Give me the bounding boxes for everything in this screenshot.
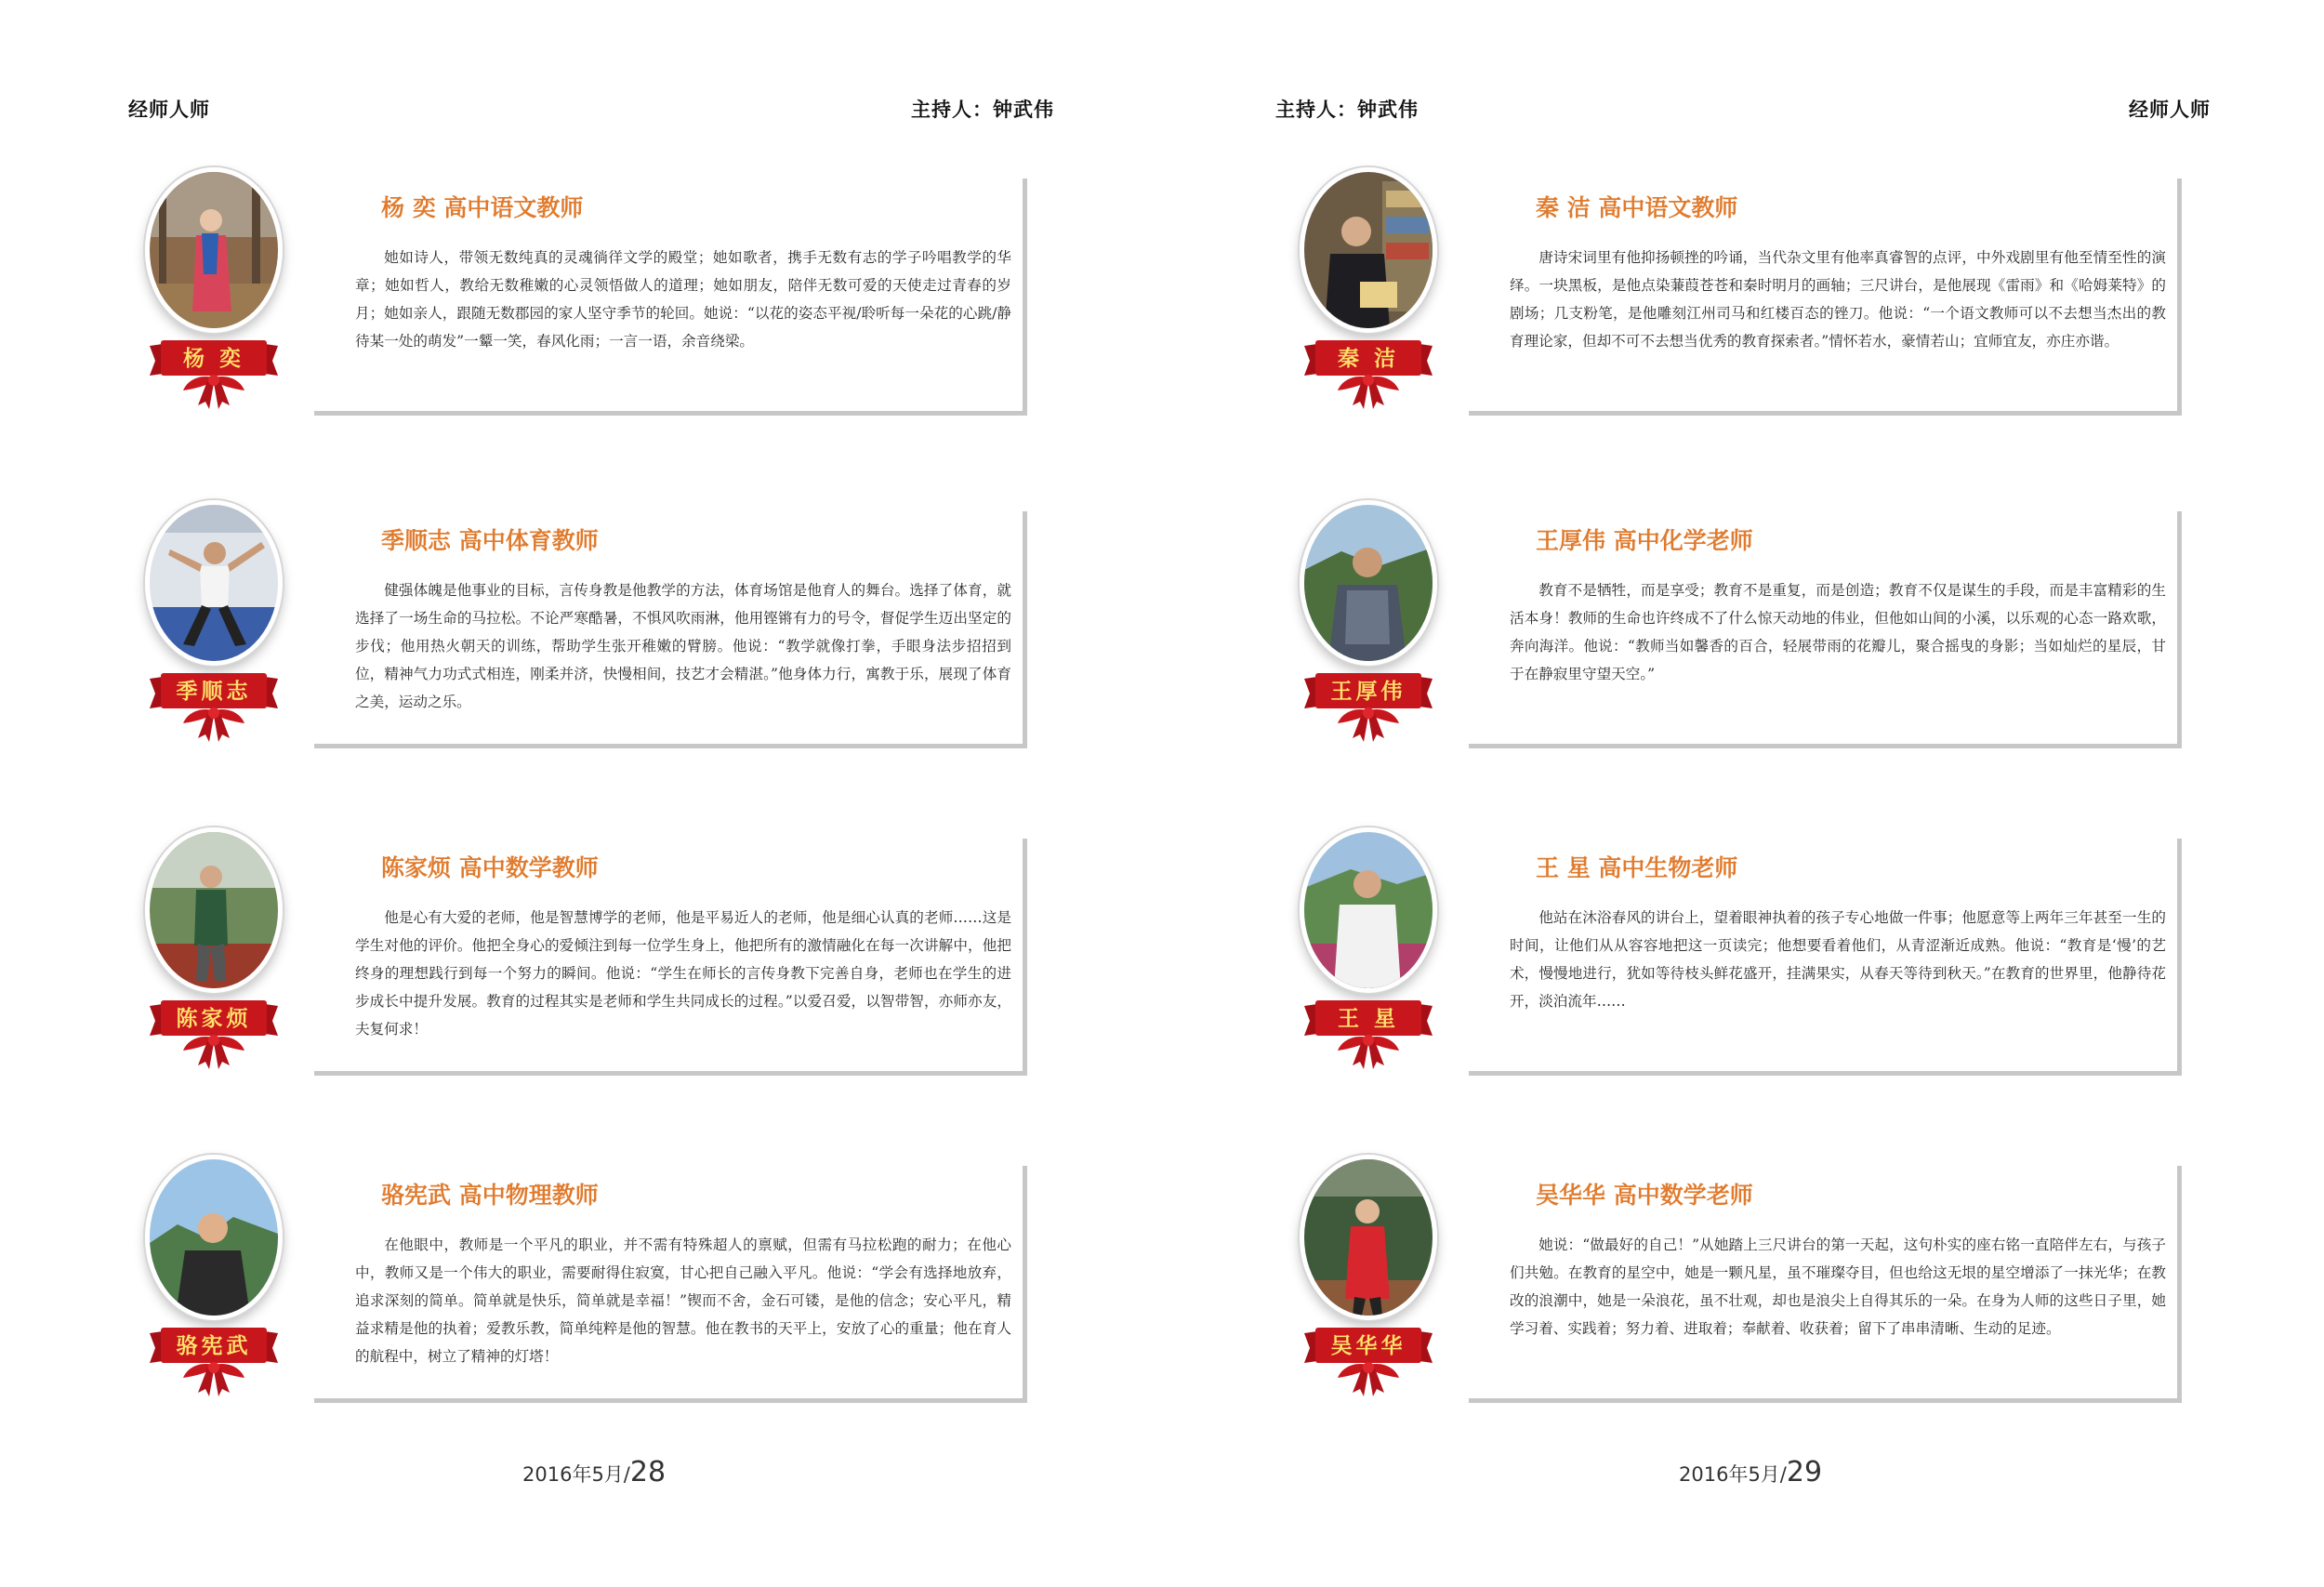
name-ribbon: [1297, 997, 1440, 1071]
teacher-photo: [145, 1155, 283, 1320]
header-host: 主持人：钟武伟: [911, 99, 1054, 121]
teacher-title: 王 星 高中生物老师: [1536, 854, 1738, 881]
teacher-entry: [1292, 827, 2222, 1097]
header-host: 主持人：钟武伟: [1275, 99, 1419, 121]
photo-image: [1304, 1159, 1433, 1316]
ribbon-name: 陈家烦: [176, 1006, 252, 1031]
header-left-title: 经师人师: [128, 99, 210, 121]
ribbon-name: 秦 洁: [1337, 346, 1399, 371]
page-number: 28: [629, 1456, 667, 1488]
teacher-title: 吴华华 高中数学老师: [1536, 1182, 1753, 1209]
page-footer: [1679, 1456, 1822, 1488]
teacher-description: 教育不是牺牲，而是享受；教育不是重复，而是创造；教育不仅是谋生的手段，而是丰富精彩的生活本身！教师的生命也许终成不了什么惊天动地的伟业，但他如山间的小溪，以乐观的心态一路欢歌，奔向海洋。他说：“教师当如馨香的百合，轻展带雨的花瓣儿，聚合摇曳的身影；当如灿烂的星辰，甘于在静寂里守望天空。”: [1510, 582, 2166, 682]
photo-image: [1304, 832, 1433, 988]
ribbon-name: 王厚伟: [1330, 679, 1406, 704]
teacher-photo: [145, 167, 283, 333]
teacher-photo: [1300, 827, 1437, 993]
photo-image: [150, 1159, 278, 1316]
name-ribbon: [142, 337, 285, 411]
teacher-entry: [1292, 167, 2222, 437]
teacher-title: 骆宪武 高中物理教师: [381, 1182, 599, 1209]
page-footer: [522, 1456, 666, 1488]
teacher-title: 秦 洁 高中语文教师: [1536, 194, 1738, 221]
photo-image: [150, 172, 278, 328]
name-ribbon: [1297, 1324, 1440, 1398]
name-ribbon: [1297, 669, 1440, 744]
photo-image: [150, 832, 278, 988]
ribbon-name: 王 星: [1337, 1006, 1399, 1031]
teacher-title: 季顺志 高中体育教师: [381, 527, 599, 554]
teacher-description: 他是心有大爱的老师，他是智慧博学的老师，他是平易近人的老师，他是细心认真的老师……这是学生对他的评价。他把全身心的爱倾注到每一位学生身上，他把所有的激情融化在每一次讲解中，他把终身的理想践行到每一个努力的瞬间。他说：“学生在师长的言传身教下完善自身，老师也在学生的进步成长中提升发展。教育的过程其实是老师和学生共同成长的过程。”以爱召爱，以智带智，亦师亦友，夫复何求！: [355, 909, 1011, 1038]
teacher-description: 她如诗人，带领无数纯真的灵魂徜徉文学的殿堂；她如歌者，携手无数有志的学子吟唱教学的华章；她如哲人，教给无数稚嫩的心灵领悟做人的道理；她如朋友，陪伴无数可爱的天使走过青春的岁月；她如亲人，跟随无数郡园的家人坚守季节的轮回。她说：“以花的姿态平视/聆听每一朵花的心跳/静待某一处的萌发”一颦一笑，春风化雨；一言一语，余音绕梁。: [355, 249, 1011, 350]
name-ribbon: [1297, 337, 1440, 411]
footer-date: 2016年5月/: [1679, 1463, 1787, 1486]
teacher-entry: [1292, 1155, 2222, 1424]
teacher-entry: [138, 827, 1067, 1097]
teacher-entry: [138, 167, 1067, 437]
teacher-description: 健强体魄是他事业的目标，言传身教是他教学的方法，体育场馆是他育人的舞台。选择了体育，就选择了一场生命的马拉松。不论严寒酷暑，不惧风吹雨淋，他用铿锵有力的号令，督促学生迈出坚定的步伐；他用热火朝天的训练，帮助学生张开稚嫩的臂膀。他说：“教学就像打拳，手眼身法步招招到位，精神气力功式式相连，刚柔并济，快慢相间，技艺才会精湛。”他身体力行，寓教于乐，展现了体育之美，运动之乐。: [355, 582, 1011, 710]
photo-image: [1304, 505, 1433, 661]
page-number: 29: [1786, 1456, 1823, 1488]
teacher-entry: [1292, 500, 2222, 770]
teacher-title: 杨 奕 高中语文教师: [381, 194, 584, 221]
teacher-photo: [145, 827, 283, 993]
name-ribbon: [142, 997, 285, 1071]
teacher-photo: [145, 500, 283, 666]
teacher-photo: [1300, 500, 1437, 666]
teacher-entry: [138, 1155, 1067, 1424]
teacher-description: 他站在沐浴春风的讲台上，望着眼神执着的孩子专心地做一件事；他愿意等上两年三年甚至一生的时间，让他们从从容容地把这一页读完；他想要看着他们，从青涩渐近成熟。他说：“教育是‘慢’的艺术，慢慢地进行，犹如等待枝头鲜花盛开，挂满果实，从春天等待到秋天。”在教育的世界里，他静待花开，淡泊流年……: [1510, 909, 2166, 1010]
footer-date: 2016年5月/: [522, 1463, 630, 1486]
teacher-photo: [1300, 1155, 1437, 1320]
teacher-description: 她说：“做最好的自己！”从她踏上三尺讲台的第一天起，这句朴实的座右铭一直陪伴左右，与孩子们共勉。在教育的星空中，她是一颗凡星，虽不璀璨夺目，但也给这无垠的星空增添了一抹光华；在教改的浪潮中，她是一朵浪花，虽不壮观，却也是浪尖上自得其乐的一朵。在身为人师的这些日子里，她学习着、实践着；努力着、进取着；奉献着、收获着；留下了串串清晰、生动的足迹。: [1510, 1237, 2166, 1337]
ribbon-name: 吴华华: [1330, 1333, 1406, 1358]
header-right-title: 经师人师: [2129, 99, 2211, 121]
teacher-description: 唐诗宋词里有他抑扬顿挫的吟诵，当代杂文里有他率真睿智的点评，中外戏剧里有他至情至性的演绎。一块黑板，是他点染蒹葭苍苍和秦时明月的画轴；三尺讲台，是他展现《雷雨》和《哈姆莱特》的剧场；几支粉笔，是他雕刻江州司马和红楼百态的锉刀。他说：“一个语文教师可以不去想当杰出的教育理论家，但却不可不去想当优秀的教育探索者。”情怀若水，豪情若山；宜师宜友，亦庄亦谐。: [1510, 249, 2166, 350]
photo-image: [1304, 172, 1433, 328]
ribbon-name: 杨 奕: [182, 346, 244, 371]
teacher-description: 在他眼中，教师是一个平凡的职业，并不需有特殊超人的禀赋，但需有马拉松跑的耐力；在他心中，教师又是一个伟大的职业，需要耐得住寂寞，甘心把自己融入平凡。他说：“学会有选择地放弃，追求深刻的简单。简单就是快乐，简单就是幸福！”锲而不舍，金石可镂，是他的信念；安心平凡，精益求精是他的执着；爱教乐教，简单纯粹是他的智慧。他在教书的天平上，安放了心的重量；他在育人的航程中，树立了精神的灯塔！: [355, 1237, 1011, 1365]
name-ribbon: [142, 1324, 285, 1398]
ribbon-name: 骆宪武: [176, 1333, 252, 1358]
name-ribbon: [142, 669, 285, 744]
ribbon-name: 季顺志: [176, 679, 252, 704]
teacher-title: 王厚伟 高中化学老师: [1536, 527, 1753, 554]
teacher-photo: [1300, 167, 1437, 333]
teacher-entry: [138, 500, 1067, 770]
teacher-title: 陈家烦 高中数学教师: [381, 854, 599, 881]
page-right: [1162, 0, 2324, 1587]
photo-image: [150, 505, 278, 661]
